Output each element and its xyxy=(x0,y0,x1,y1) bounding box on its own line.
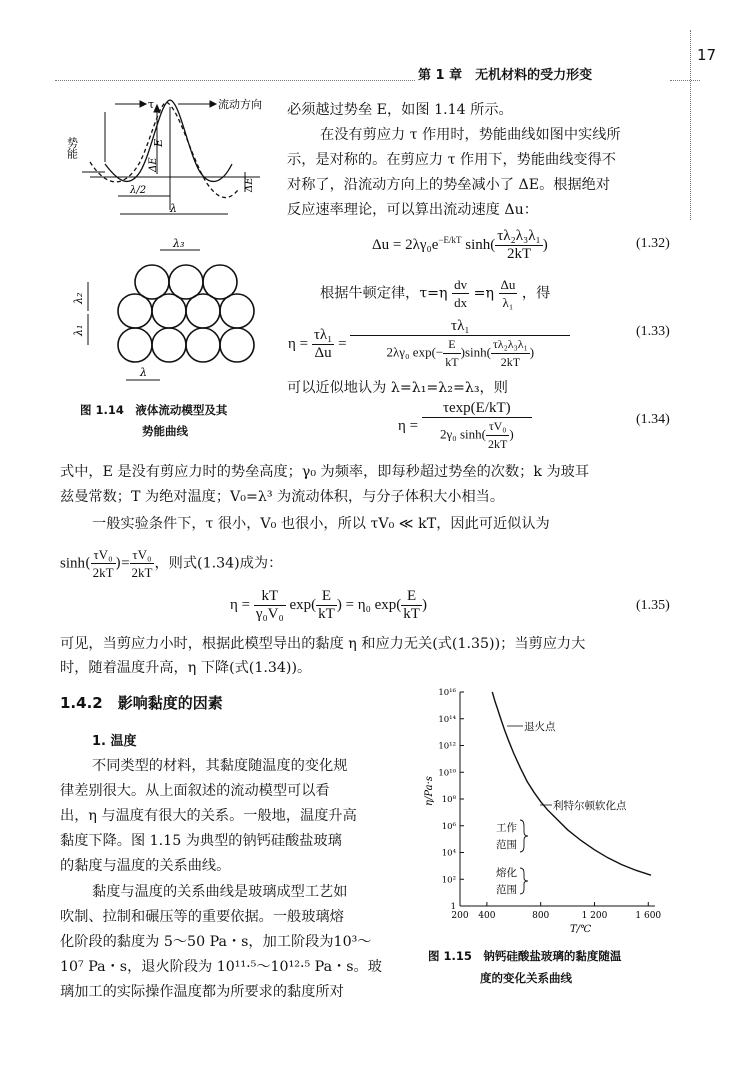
paragraph-line: 出，η 与温度有很大的关系。一般地，温度升高 xyxy=(60,808,357,824)
y-tick-label: 10¹⁴ xyxy=(438,714,456,725)
sinh-approx-line: sinh( $\frac{\text{τV₀}}{2kT}$ )= $\frac{\text{τV₀}}{2kT}$ ，则式(1.34)成为： xyxy=(60,547,283,580)
work-range-label-2: 范围 xyxy=(496,839,517,851)
solid-curve xyxy=(105,100,232,181)
dashed-curve xyxy=(90,102,238,198)
equation-number: (1.32) xyxy=(636,236,670,251)
dE-label-right: ΔE xyxy=(244,177,255,192)
section-heading: 1.4.2 影响黏度的因素 xyxy=(60,694,223,712)
anneal-point-label: 退火点 xyxy=(524,721,556,733)
flow-direction-label: 流动方向 xyxy=(218,98,262,111)
lambda2-label: λ₂ xyxy=(72,292,85,304)
paragraph-line: 兹曼常数；T 为绝对温度；V₀=λ³ 为流动体积，与分子体积大小相当。 xyxy=(60,489,505,505)
paragraph-line: 式中，E 是没有剪应力时的势垒高度；γ₀ 为频率，即每秒超过势垒的次数；k 为玻耳 xyxy=(60,464,590,480)
sub-heading: 1. 温度 xyxy=(92,734,137,749)
work-range-label-1: 工作 xyxy=(496,822,517,834)
paragraph-line: 时，随着温度升高，η 下降(式(1.34))。 xyxy=(60,660,312,676)
x-tick-label: 1 600 xyxy=(635,911,662,921)
half-lambda-label: λ/2 xyxy=(130,185,147,196)
figure-1-14 xyxy=(60,92,280,402)
lambda-label-top: λ xyxy=(170,202,177,215)
x-tick-label: 400 xyxy=(478,911,496,921)
melt-range-label-1: 熔化 xyxy=(496,867,517,879)
paragraph-line: 必须越过势垒 E，如图 1.14 所示。 xyxy=(287,102,513,118)
figure-1-14-caption-2: 势能曲线 xyxy=(142,424,188,438)
tau-label: τ xyxy=(148,98,155,111)
y-tick-label: 10⁸ xyxy=(441,795,456,805)
x-tick-label: 800 xyxy=(532,911,550,921)
potential-energy-curve xyxy=(82,100,260,210)
x-axis-label: T/℃ xyxy=(570,924,592,935)
header-rule-right xyxy=(670,80,700,81)
equation-1-32: $\Delta u = 2\lambda\gamma_0e^{-E/kT}$ sinh( $\frac{\text{τλ₂λ₃λ₁}}{2kT}$ ) xyxy=(372,228,548,262)
E-label: E xyxy=(152,138,165,147)
paragraph-line: 反应速率理论，可以算出流动速度 Δu： xyxy=(287,202,538,218)
page-number: 17 xyxy=(697,46,717,64)
paragraph-line: 律差别很大。从上面叙述的流动模型可以看 xyxy=(60,783,330,799)
work-range-brace xyxy=(520,820,528,852)
y-tick-label: 10⁶ xyxy=(441,821,456,832)
lambda1-label: λ₁ xyxy=(72,324,85,336)
equation-number: (1.35) xyxy=(636,598,670,613)
x-tick-label: 1 200 xyxy=(581,911,608,921)
paragraph-line: 黏度下降。图 1.15 为典型的钠钙硅酸盐玻璃 xyxy=(60,833,342,849)
figure-1-15-chart xyxy=(420,686,670,936)
equation-1-33: η = $\frac{\text{τλ₁}}{\Delta u}$ = τλ₁ 2λγ₀ exp(− $\frac{E}{kT}$ )sinh( $\frac{\text{τλ₂λ₃λ₁}}{2kT}$ ) xyxy=(288,318,570,371)
y-tick-label: 10¹⁰ xyxy=(438,768,456,779)
paragraph-line: 一般实验条件下，τ 很小，V₀ 也很小，所以 τV₀ ≪ kT，因此可近似认为 xyxy=(92,516,550,532)
newton-law-line: 根据牛顿定律，τ=η $\frac{dv}{dx}$ =η $\frac{\Delta u}{\text{λ₁}}$ ，得 xyxy=(320,277,551,310)
paragraph-line: 不同类型的材料，其黏度随温度的变化规 xyxy=(92,758,348,774)
paragraph-line: 化阶段的黏度为 5～50 Pa・s，加工阶段为10³～ xyxy=(60,934,372,950)
paragraph-line: 可见，当剪应力小时，根据此模型导出的黏度 η 和应力无关(式(1.35))；当剪应力大 xyxy=(60,636,586,652)
paragraph-line: 璃加工的实际操作温度都为所要求的黏度所对 xyxy=(60,984,344,1000)
y-tick-label: 10⁴ xyxy=(441,848,456,859)
melt-range-label-2: 范围 xyxy=(496,884,517,896)
lambda-label-bottom: λ xyxy=(140,366,147,379)
paragraph-line: 黏度与温度的关系曲线是玻璃成型工艺如 xyxy=(92,884,348,900)
equation-number: (1.33) xyxy=(636,324,670,339)
paragraph-line: 的黏度与温度的关系曲线。 xyxy=(60,858,231,874)
figure-1-14-caption-1: 图 1.14 液体流动模型及其 xyxy=(80,403,228,417)
molecule-model xyxy=(118,265,254,362)
figure-1-15-caption-2: 度的变化关系曲线 xyxy=(480,971,572,985)
margin-rule xyxy=(690,30,691,220)
softening-point-label: 利特尔顿软化点 xyxy=(553,800,627,812)
melt-range-brace xyxy=(520,868,528,894)
energy-axis-label: 势能 xyxy=(65,137,79,159)
y-tick-label: 10¹⁶ xyxy=(438,688,456,698)
paragraph-line: 10⁷ Pa・s，退火阶段为 10¹¹·⁵～10¹²·⁵ Pa・s。玻 xyxy=(60,959,382,975)
equation-1-35: η = $\frac{kT}{\text{γ₀V₀}}$ exp( $\frac{E}{kT}$ ) = η₀ exp( $\frac{E}{kT}$ ) xyxy=(230,588,427,622)
paragraph-line: 在没有剪应力 τ 作用时，势能曲线如图中实线所 xyxy=(320,127,621,143)
figure-1-15-caption-1: 图 1.15 钠钙硅酸盐玻璃的黏度随温 xyxy=(428,949,622,963)
lambda3-label: λ₃ xyxy=(173,237,185,250)
header-rule xyxy=(55,80,415,81)
y-tick-label: 10¹² xyxy=(438,741,456,752)
paragraph-line: 吹制、拉制和碾压等的重要依据。一般玻璃熔 xyxy=(60,909,344,925)
paragraph-line: 可以近似地认为 λ=λ₁=λ₂=λ₃，则 xyxy=(287,380,508,396)
paragraph-line: 对称了，沿流动方向上的势垒减小了 ΔE。根据绝对 xyxy=(287,177,611,193)
y-tick-label: 10² xyxy=(441,875,456,886)
y-axis-label: η/Pa·s xyxy=(424,776,435,806)
paragraph-line: 示，是对称的。在剪应力 τ 作用下，势能曲线变得不 xyxy=(287,152,616,168)
dE-label-left: ΔE xyxy=(148,157,159,172)
equation-1-34: η = τexp(E/kT) 2γ₀ sinh( $\frac{\text{τV₀}}{2kT}$ ) xyxy=(398,400,532,453)
y-tick-label: 1 xyxy=(450,902,456,912)
x-tick-label: 200 xyxy=(451,911,469,921)
equation-number: (1.34) xyxy=(636,412,670,427)
chapter-header: 第 1 章 无机材料的受力形变 xyxy=(418,68,593,83)
